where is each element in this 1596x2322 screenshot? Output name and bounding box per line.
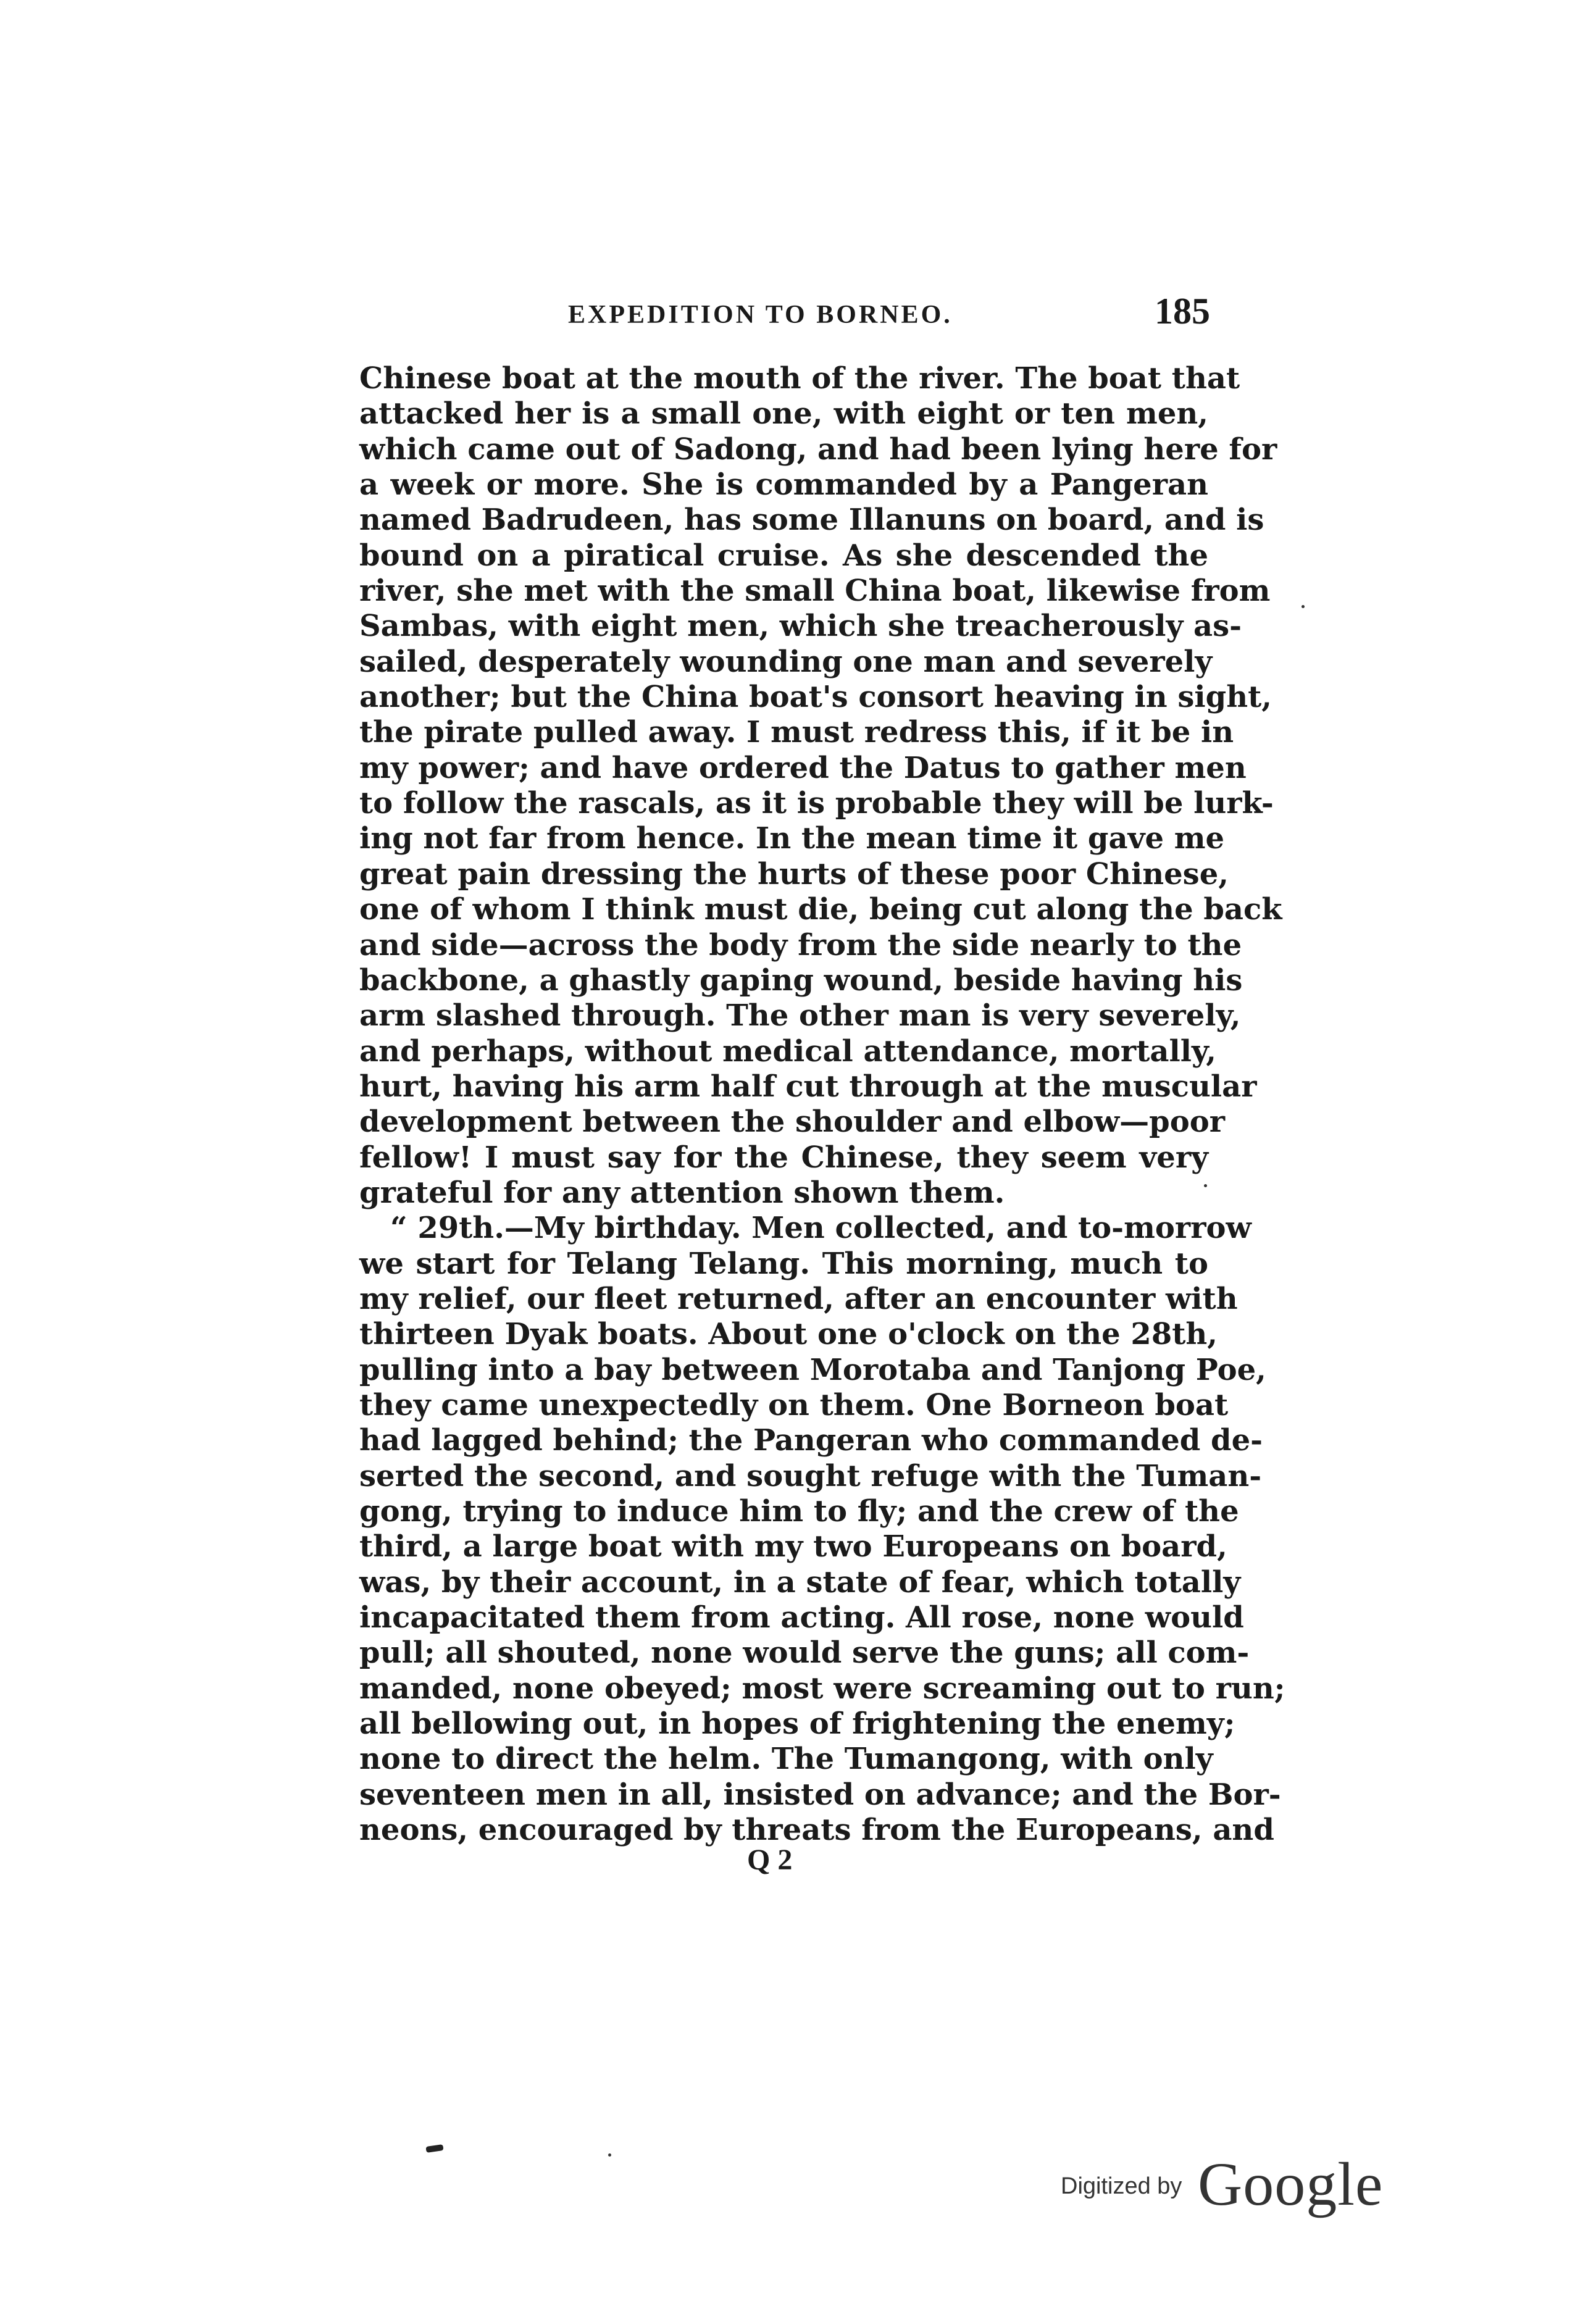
text-line: third, a large boat with my two Europeans on board, (359, 1529, 1227, 1564)
google-logo: Google (1198, 2150, 1384, 2218)
running-head (358, 290, 1210, 340)
ink-speck (608, 2153, 611, 2157)
ink-blot (425, 2144, 443, 2153)
text-line: was, by their account, in a state of fear, which totally (359, 1564, 1241, 1600)
text-line: attacked her is a small one, with eight or ten men, (359, 396, 1208, 432)
text-line: backbone, a ghastly gaping wound, beside having his (359, 963, 1243, 998)
text-line: sailed, desperately wounding one man and severely (359, 644, 1213, 679)
text-line: seventeen men in all, insisted on advance; and the Bor- (359, 1777, 1281, 1812)
text-line: bound on a piratical cruise. As she descended the (359, 538, 1208, 573)
text-line: fellow! I must say for the Chinese, they seem very (359, 1140, 1208, 1175)
text-line: my power; and have ordered the Datus to gather men (359, 750, 1247, 785)
text-line: my relief, our fleet returned, after an encounter with (359, 1281, 1238, 1316)
text-line: and side—across the body from the side nearly to the (359, 927, 1242, 963)
text-line: a week or more. She is commanded by a Pangeran (359, 467, 1208, 503)
digitized-watermark (1061, 2149, 1384, 2218)
text-line: Chinese boat at the mouth of the river. The boat that (359, 361, 1240, 396)
signature-mark: Q 2 (747, 1844, 793, 1876)
text-line: ing not far from hence. In the mean time it gave me (359, 821, 1225, 856)
text-line: and perhaps, without medical attendance, mortally, (359, 1034, 1216, 1069)
ink-speck (1204, 1184, 1207, 1187)
text-line: one of whom I think must die, being cut along the back (359, 892, 1282, 927)
page-number: 185 (1155, 291, 1210, 332)
body-text (359, 361, 1285, 1848)
text-line: thirteen Dyak boats. About one o'clock on the 28th, (359, 1317, 1218, 1352)
ink-speck (1301, 605, 1305, 608)
running-title: EXPEDITION TO BORNEO. (568, 301, 953, 329)
text-line: serted the second, and sought refuge with the Tuman- (359, 1458, 1262, 1493)
text-line: great pain dressing the hurts of these poor Chinese, (359, 856, 1229, 892)
text-line: named Badrudeen, has some Illanuns on board, and is (359, 503, 1264, 538)
text-line: arm slashed through. The other man is very severely, (359, 998, 1241, 1034)
text-line: manded, none obeyed; most were screaming out to run; (359, 1671, 1285, 1706)
text-line: development between the shoulder and elbow—poor (359, 1105, 1226, 1140)
paragraph-start-line: “ 29th.—My birthday. Men collected, and to-morrow (390, 1211, 1251, 1246)
text-line: river, she met with the small China boat, likewise from (359, 574, 1271, 609)
text-line: neons, encouraged by threats from the Europeans, and (359, 1813, 1274, 1848)
text-line: had lagged behind; the Pangeran who commanded de- (359, 1423, 1263, 1458)
text-line: all bellowing out, in hopes of frightening the enemy; (359, 1706, 1235, 1742)
text-line: Sambas, with eight men, which she treacherously as- (359, 609, 1242, 644)
text-line: pulling into a bay between Morotaba and Tanjong Poe, (359, 1352, 1266, 1387)
text-line: pull; all shouted, none would serve the guns; all com- (359, 1635, 1250, 1671)
text-line: we start for Telang Telang. This morning, much to (359, 1246, 1208, 1281)
paragraph-end-line: grateful for any attention shown them. (359, 1175, 1005, 1210)
text-line: gong, trying to induce him to fly; and the crew of the (359, 1494, 1239, 1529)
text-line: incapacitated them from acting. All rose, none would (359, 1600, 1244, 1635)
text-line: they came unexpectedly on them. One Borneon boat (359, 1387, 1229, 1422)
text-line: which came out of Sadong, and had been lying here for (359, 432, 1277, 467)
text-line: to follow the rascals, as it is probable they will be lurk- (359, 786, 1274, 821)
text-line: the pirate pulled away. I must redress this, if it be in (359, 715, 1234, 750)
text-line: none to direct the helm. The Tumangong, with only (359, 1742, 1213, 1777)
text-line: hurt, having his arm half cut through at the muscular (359, 1069, 1257, 1104)
text-line: another; but the China boat's consort heaving in sight, (359, 680, 1272, 715)
watermark-prefix: Digitized by (1061, 2173, 1182, 2199)
